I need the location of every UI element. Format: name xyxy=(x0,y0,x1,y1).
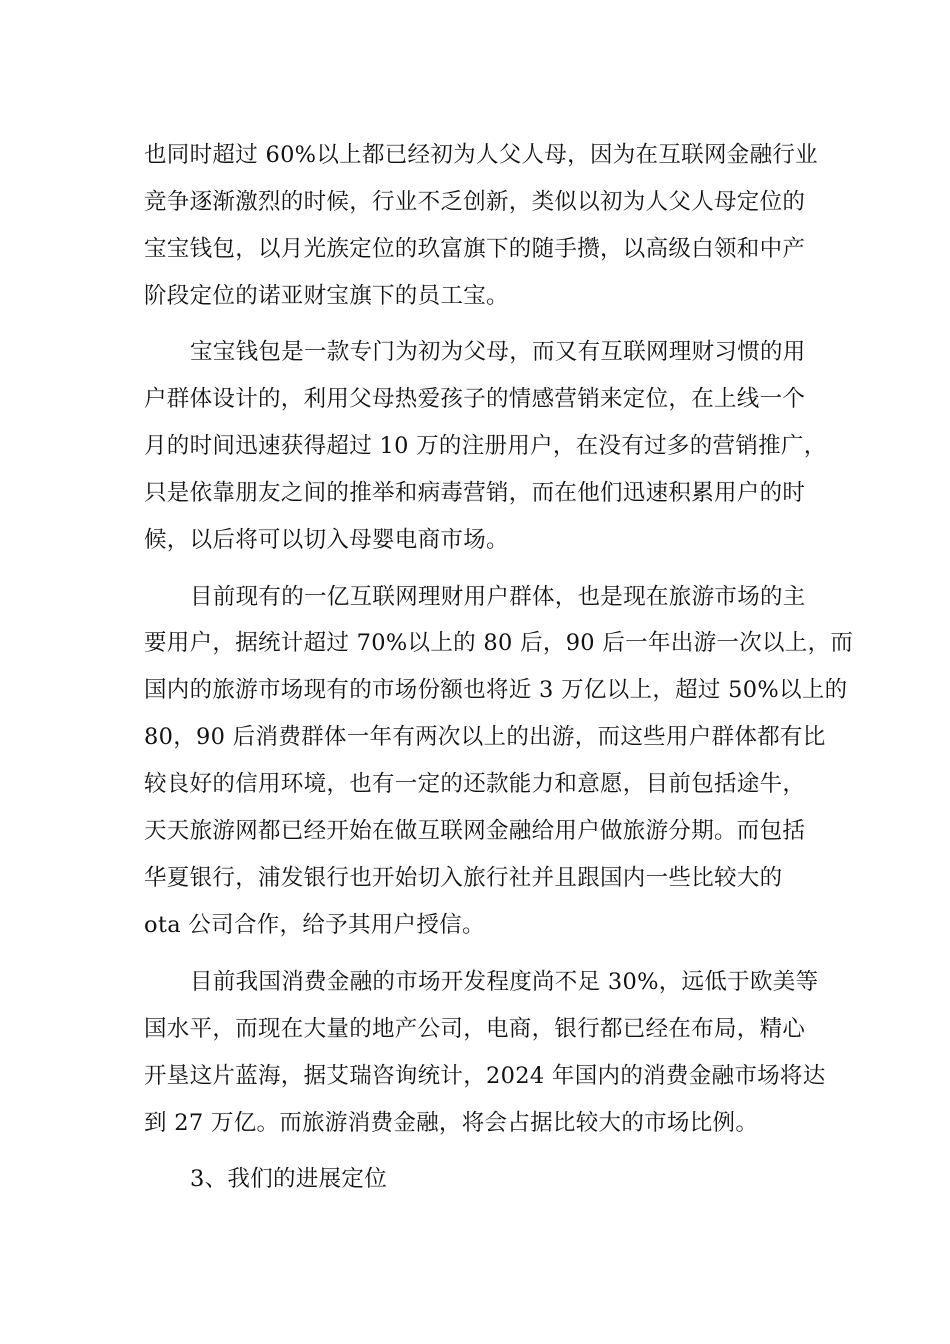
text-line: 华夏银行，浦发银行也开始切入旅行社并且跟国内一些比较大的 xyxy=(144,865,783,891)
text-line: 户群体设计的，利用父母热爱孩子的情感营销来定位，在上线一个 xyxy=(144,386,806,412)
text-line: 较良好的信用环境，也有一定的还款能力和意愿，目前包括途牛， xyxy=(144,771,806,797)
text-line: 也同时超过 60%以上都已经初为人父人母，因为在互联网金融行业 xyxy=(144,142,818,168)
text-line: 候，以后将可以切入母婴电商市场。 xyxy=(144,527,509,553)
text-line: 宝宝钱包是一款专门为初为父母，而又有互联网理财习惯的用 xyxy=(190,339,806,365)
text-line: 目前我国消费金融的市场开发程度尚不足 30%，远低于欧美等 xyxy=(190,969,819,995)
text-line: ota 公司合作，给予其用户授信。 xyxy=(144,912,485,938)
text-line: 目前现有的一亿互联网理财用户群体，也是现在旅游市场的主 xyxy=(190,584,806,610)
text-line: 宝宝钱包，以月光族定位的玖富旗下的随手攒，以高级白领和中产 xyxy=(144,236,806,262)
text-line: 要用户，据统计超过 70%以上的 80 后，90 后一年出游一次以上，而 xyxy=(144,630,854,656)
text-line: 到 27 万亿。而旅游消费金融，将会占据比较大的市场比例。 xyxy=(144,1110,759,1136)
section-heading: 3、我们的进展定位 xyxy=(190,1166,388,1192)
text-line: 月的时间迅速获得超过 10 万的注册用户，在没有过多的营销推广， xyxy=(144,433,827,459)
text-line: 阶段定位的诺亚财宝旗下的员工宝。 xyxy=(144,283,509,309)
text-line: 国水平，而现在大量的地产公司，电商，银行都已经在布局，精心 xyxy=(144,1016,806,1042)
text-line: 国内的旅游市场现有的市场份额也将近 3 万亿以上，超过 50%以上的 xyxy=(144,677,848,703)
text-line: 只是依靠朋友之间的推举和病毒营销，而在他们迅速积累用户的时 xyxy=(144,480,806,506)
text-line: 竞争逐渐激烈的时候，行业不乏创新，类似以初为人父人母定位的 xyxy=(144,189,806,215)
text-line: 天天旅游网都已经开始在做互联网金融给用户做旅游分期。而包括 xyxy=(144,818,806,844)
text-line: 开垦这片蓝海，据艾瑞咨询统计，2024 年国内的消费金融市场将达 xyxy=(144,1063,826,1089)
text-line: 80，90 后消费群体一年有两次以上的出游，而这些用户群体都有比 xyxy=(144,724,826,750)
